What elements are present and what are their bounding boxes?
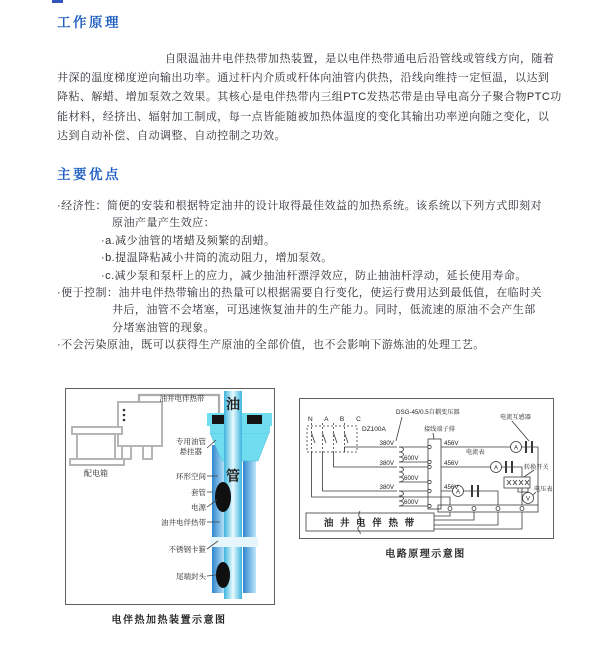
voltmeter-symbol: V: [525, 496, 531, 503]
heading-main-advantages: 主要优点: [57, 167, 121, 182]
pipe-char-pipe: 管: [226, 468, 240, 484]
breaker-box: [307, 426, 357, 452]
device-diagram-svg: [66, 389, 274, 604]
cabinet-leg: [122, 446, 131, 459]
transformer-coil-1: [399, 447, 404, 462]
label-380v-3: 380V: [379, 484, 394, 491]
cabinet: [118, 402, 162, 446]
heading-working-principle: 工作原理: [57, 15, 121, 30]
label-clamp: 不锈钢卡箍: [168, 545, 206, 554]
page-top-mark: [52, 0, 63, 3]
ammeter-symbol: A: [513, 445, 519, 452]
label-transformer: DSG-45/0.5自耦变压器: [396, 409, 460, 416]
cabinet-dots: [123, 409, 126, 422]
casing-right: [243, 445, 256, 593]
output-row-3: [441, 491, 498, 505]
label-changeover-switch: 转换开关: [524, 464, 549, 471]
bus-terminals: [448, 507, 524, 511]
heater-box-label: 油 井 电 伴 热 带: [323, 518, 417, 529]
advantage-line: ·c.减少泵和泵杆上的应力，减少抽油杆漂浮效应，防止抽油杆浮动，延长使用寿命。: [101, 269, 527, 282]
flange-block-right: [247, 415, 262, 424]
switch-to-voltmeter-wire: [518, 488, 528, 493]
label-casing: 套管: [191, 488, 206, 497]
cabinet-leg: [143, 446, 152, 459]
distribution-box-drawing: [70, 402, 162, 465]
label-600v-1: 600V: [404, 455, 419, 462]
label-current-transformer: 电流互感器: [500, 414, 531, 421]
label-600v-3: 600V: [404, 499, 419, 506]
device-diagram-caption: 电伴热加热装置示意图: [111, 615, 227, 626]
paragraph-line: 能材料，经挤出、辐射加工制成，每一点皆能随被加热体温度的变化其输出功率逆向随之变化，以: [57, 110, 550, 123]
terminal-block-pointer: [433, 433, 434, 439]
circuit-diagram: [299, 398, 554, 539]
label-cable-top: 油井电伴热带: [159, 394, 205, 403]
advantage-line: ·b.提温降粘减小井筒的流动阻力，增加泵效。: [101, 252, 333, 265]
label-voltmeter: 电压表: [534, 486, 553, 493]
paragraph-line: 降粘、解蜡、增加泵效之效果。其核心是电伴热带内三组PTC发热芯带是由导电高分子聚合物PTC功: [57, 91, 562, 104]
transformer-pointer: [396, 417, 402, 441]
ct-pointer: [512, 421, 529, 441]
label-end-cap: 尾端封头: [176, 572, 206, 581]
label-456v-1: 456V: [444, 440, 459, 447]
breaker-poles: [312, 423, 345, 452]
transformer-coil-2: [399, 467, 404, 482]
table-base: [70, 459, 124, 465]
advantage-line: 分堵塞油管的现象。: [112, 321, 216, 334]
label-456v-2: 456V: [444, 460, 459, 467]
device-diagram: [65, 388, 275, 605]
label-annular-space: 环形空间: [176, 472, 206, 481]
circuit-diagram-svg: [300, 399, 553, 538]
label-456v-3: 456V: [444, 484, 459, 491]
label-ammeter: 电流表: [466, 449, 485, 456]
label-terminal-block: 接线端子排: [424, 426, 455, 433]
label-phases: N A B C: [308, 416, 366, 423]
advantages-list: [0, 198, 600, 355]
ammeter-symbol: A: [455, 489, 461, 496]
end-cap-bulge: [216, 562, 230, 588]
bus-to-heater-wires: [434, 512, 522, 529]
table-top: [72, 427, 122, 434]
pipe-char-oil: 油: [226, 396, 240, 412]
primary-wire-1: [345, 447, 398, 452]
label-heating-tape: 油井电伴热带: [161, 518, 206, 527]
label-power: 电源: [191, 503, 206, 512]
transformer-coil-3: [399, 491, 404, 506]
paragraph-line: 井深的温度梯度逆向输出功率。通过杆内介质或杆体向油管内供热，沿线向维持一定恒温，以达到: [57, 72, 550, 85]
ammeter-symbol: A: [493, 465, 499, 472]
label-distribution-box: 配电箱: [84, 469, 108, 478]
breaker-switch-blades: [312, 433, 349, 443]
power-connector-bulge: [215, 482, 231, 512]
label-380v-1: 380V: [379, 440, 394, 447]
paragraph-line: 自限温油井电伴热带加热装置，是以电伴热带通电后沿管线或管线方向，随着: [165, 53, 555, 65]
advantage-line: ·经济性：简便的安装和根据特定油井的设计取得最佳效益的加热系统。该系统以下列方式即刻对: [57, 200, 543, 212]
advantage-line: ·不会污染原油，既可以获得生产原油的全部价值，也不会影响下游炼油的处理工艺。: [57, 339, 485, 352]
label-hanger-1: 专用油管: [176, 437, 206, 446]
advantage-line: ·a.减少油管的堵蜡及频繁的刮蜡。: [101, 234, 276, 247]
advantage-line: 原油产量产生效应：: [112, 217, 216, 230]
label-hanger-2: 悬挂器: [179, 447, 202, 456]
working-principle-paragraph: [0, 50, 600, 146]
advantage-line: ·便于控制：油井电伴热带输出的热量可以根据需要自行变化，使运行费用达到最低值，在临时关: [57, 286, 543, 299]
changeover-switch: [504, 477, 530, 488]
terminal-block: [428, 439, 441, 509]
paragraph-line: 达到自动补偿、自动调整、自动控制之功效。: [57, 129, 286, 142]
label-380v-2: 380V: [379, 460, 394, 467]
label-breaker: DZ100A: [362, 426, 386, 433]
label-600v-2: 600V: [404, 475, 419, 482]
table-body: [77, 434, 115, 459]
advantage-line: 井后，油管不会堵塞，可迅速恢复油井的生产能力。同时，低流速的原油不会产生部: [112, 304, 536, 317]
switch-pointer: [524, 470, 534, 477]
circuit-diagram-caption: 电路原理示意图: [385, 549, 466, 560]
